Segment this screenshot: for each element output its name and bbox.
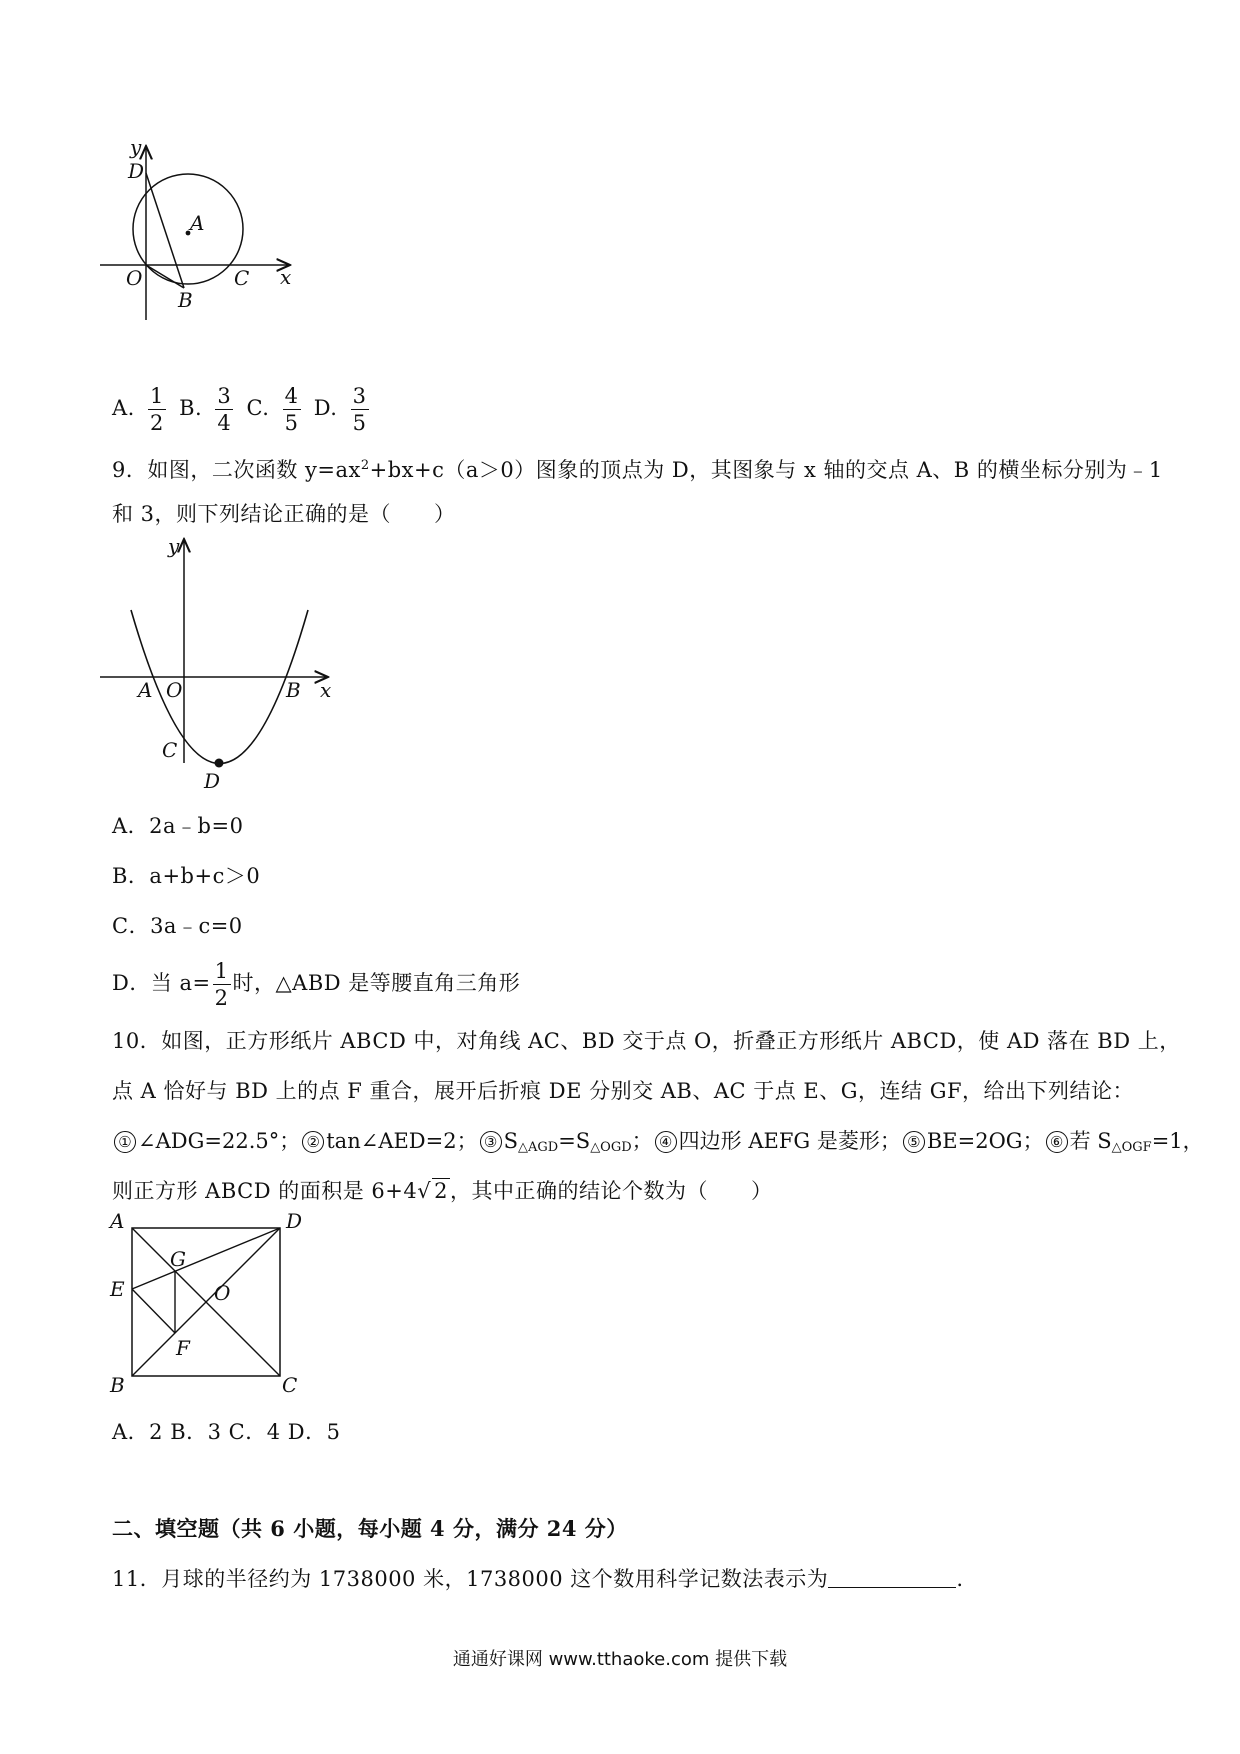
q8-option-a-fraction: $\frac{1}{2}$ <box>150 384 164 435</box>
q8-option-a-label: A. <box>112 396 135 420</box>
q10-stem-line2: 点 A 恰好与 BD 上的点 F 重合，展开后折痕 DE 分别交 AB、AC 于点 E、G，连结 GF，给出下列结论： <box>112 1079 1135 1103</box>
q9-option-a: A．2a﹣b=0 <box>112 814 244 838</box>
q11-answer-blank[interactable] <box>828 1565 956 1588</box>
q9-parabola-figure <box>100 535 360 795</box>
label-a: A <box>190 211 205 235</box>
section2-heading: 二、填空题（共 6 小题，每小题 4 分，满分 24 分） <box>112 1516 628 1541</box>
q8-option-b-label: B. <box>179 396 203 420</box>
q10-square-figure <box>100 1210 310 1395</box>
q9-option-d: D．当 a= $\frac{1}{2}$ 时，△ABD 是等腰直角三角形 <box>112 959 521 1010</box>
q8-option-c-label: C. <box>246 396 270 420</box>
label-y: y <box>130 140 142 159</box>
label-c: C <box>282 1373 298 1395</box>
q8-options <box>112 385 375 434</box>
q9-stem-line1: 9．如图，二次函数 $y=ax^2+bx+c(a>0)$图象的顶点为 D，其图象与 x 轴的交点 A、B 的横坐标分别为﹣1 <box>112 458 1163 482</box>
q10-stem-line1: 10．如图，正方形纸片 ABCD 中，对角线 AC、BD 交于点 O，折叠正方形纸片 ABCD，使 AD 落在 BD 上， <box>112 1029 1181 1053</box>
label-o: O <box>126 266 143 290</box>
label-g: G <box>170 1247 186 1271</box>
q8-option-d-label: D. <box>313 396 338 420</box>
label-b: B <box>178 288 193 312</box>
q9-option-b: B．a+b+c＞0 <box>112 864 261 888</box>
label-o: O <box>166 678 183 702</box>
q10-conclusions-line: ① ∠ADG=22.5°； ② tan∠AED=2； ③ $S_{\triangle AGD}=S_{\triangle OGD}$； ④ 四边形 AEFG 是菱形； ⑤ BE=2OG； ⑥ 若 $S_{\triangle OGF}=1$， <box>112 1127 1204 1162</box>
label-y: y <box>168 535 180 558</box>
label-d: D <box>128 159 145 183</box>
vertex-d <box>215 759 224 768</box>
label-o: O <box>214 1281 231 1305</box>
label-c: C <box>162 738 178 762</box>
label-f: F <box>176 1336 190 1360</box>
q9-option-c: C．3a﹣c=0 <box>112 914 243 938</box>
sqrt-radicand: 2 <box>434 1179 449 1203</box>
label-d: D <box>286 1210 303 1233</box>
q10-stem-line4: 则正方形 ABCD 的面积是 6+4√ 2，其中正确的结论个数为（ ） <box>112 1179 773 1203</box>
fold-de <box>132 1228 280 1289</box>
label-a: A <box>138 678 153 702</box>
q9-stem-line2: 和 3，则下列结论正确的是（ ） <box>112 502 456 526</box>
q8-option-b-fraction: $\frac{3}{4}$ <box>217 384 232 435</box>
q10-options: A．2 B．3 C．4 D．5 <box>112 1420 341 1444</box>
label-b: B <box>286 678 301 702</box>
page-footer: 通通好课网 www.tthaoke.com 提供下载 <box>452 1649 788 1670</box>
label-x: x <box>280 265 292 289</box>
q9-option-d-fraction: $\frac{1}{2}$ <box>214 959 229 1010</box>
parabola-curve <box>131 610 308 764</box>
label-d: D <box>204 769 221 793</box>
q8-option-c-fraction: $\frac{4}{5}$ <box>284 384 299 435</box>
label-c: C <box>234 266 250 290</box>
q8-circle-figure <box>100 140 310 330</box>
label-b: B <box>110 1373 125 1395</box>
label-a: A <box>110 1210 125 1233</box>
q8-option-d-fraction: $\frac{3}{5}$ <box>352 384 367 435</box>
segment-ef <box>132 1289 175 1333</box>
label-x: x <box>320 678 332 702</box>
q11-stem: 11．月球的半径约为 1738000 米，1738000 这个数用科学记数法表示为 . <box>112 1567 964 1591</box>
label-e: E <box>110 1277 125 1301</box>
